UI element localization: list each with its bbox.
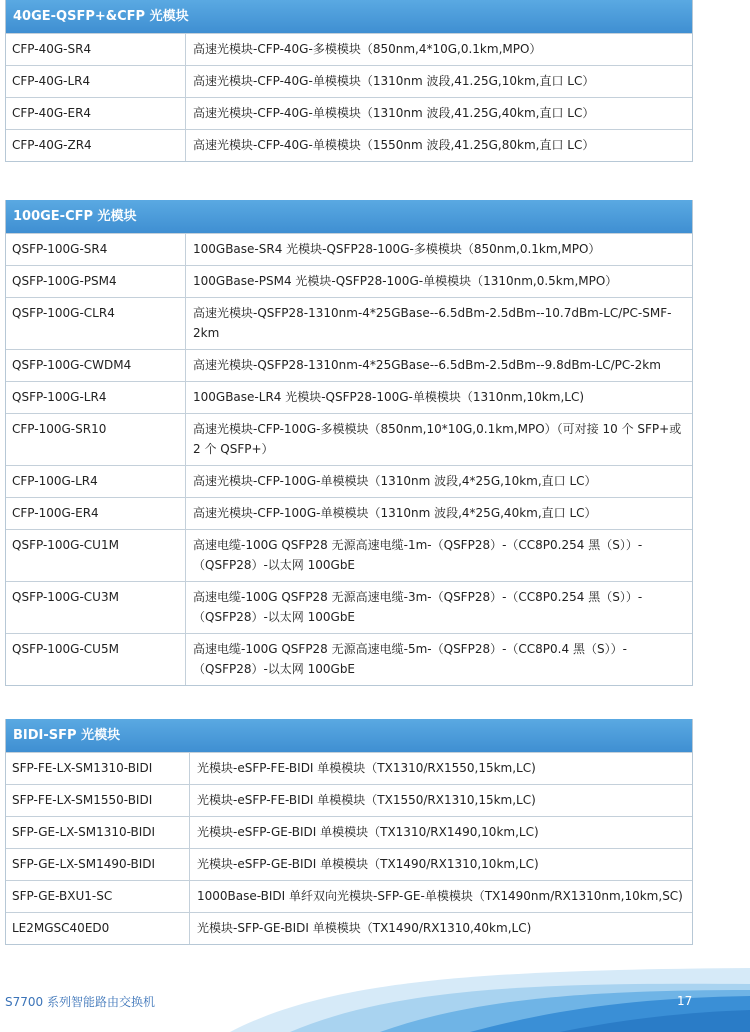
table-row [6,752,692,784]
module-code: SFP-GE-LX-SM1310-BIDI [6,817,190,848]
table-row [6,33,692,65]
module-desc: 光模块-eSFP-GE-BIDI 单模模块（TX1310/RX1490,10km,LC) [197,825,539,839]
table-row [6,465,692,497]
module-desc: 光模块-SFP-GE-BIDI 单模模块（TX1490/RX1310,40km,LC) [197,921,532,935]
module-desc: 光模块-eSFP-GE-BIDI 单模模块（TX1490/RX1310,10km,LC) [197,857,539,871]
module-desc: 高速光模块-QSFP28-1310nm-4*25GBase--6.5dBm-2.5dBm--9.8dBm-LC/PC-2km [193,358,661,372]
table-row [6,349,692,381]
table-row [6,381,692,413]
table-row [6,816,692,848]
section-title: 40GE-QSFP+&CFP 光模块 [6,0,692,33]
table-row [6,784,692,816]
module-code: CFP-40G-SR4 [6,34,186,65]
module-code: QSFP-100G-PSM4 [6,266,186,297]
module-code: QSFP-100G-CU1M [6,530,186,581]
section-bidi [5,719,693,945]
table-row [6,581,692,633]
module-code: CFP-100G-ER4 [6,498,186,529]
table-row [6,129,692,161]
module-desc: 高速光模块-CFP-100G-单模模块（1310nm 波段,4*25G,40km,直口 LC） [193,506,597,520]
table-row [6,297,692,349]
module-desc: 高速光模块-CFP-40G-单模模块（1310nm 波段,41.25G,40km,直口 LC） [193,106,595,120]
table-row [6,97,692,129]
module-desc: 高速光模块-CFP-100G-多模模块（850nm,10*10G,0.1km,MPO）（可对接 10 个 SFP+或 2 个 QSFP+） [193,422,682,456]
module-code: SFP-FE-LX-SM1310-BIDI [6,753,190,784]
module-desc: 高速电缆-100G QSFP28 无源高速电缆-3m-（QSFP28）-（CC8P0.254 黑（S））-（QSFP28）-以太网 100GbE [193,590,643,624]
module-desc: 高速光模块-CFP-100G-单模模块（1310nm 波段,4*25G,10km,直口 LC） [193,474,597,488]
page-footer [0,960,750,1032]
table-row [6,529,692,581]
module-desc: 高速电缆-100G QSFP28 无源高速电缆-5m-（QSFP28）-（CC8P0.4 黑（S））-（QSFP28）-以太网 100GbE [193,642,627,676]
module-desc: 高速光模块-CFP-40G-多模模块（850nm,4*10G,0.1km,MPO） [193,42,542,56]
module-code: QSFP-100G-CWDM4 [6,350,186,381]
table-row [6,912,692,944]
module-code: CFP-40G-ZR4 [6,130,186,161]
module-desc: 100GBase-LR4 光模块-QSFP28-100G-单模模块（1310nm,10km,LC) [193,390,585,404]
module-code: SFP-GE-LX-SM1490-BIDI [6,849,190,880]
section-100ge [5,200,693,686]
module-desc: 高速光模块-CFP-40G-单模模块（1310nm 波段,41.25G,10km,直口 LC） [193,74,595,88]
module-code: QSFP-100G-CU5M [6,634,186,685]
module-desc: 光模块-eSFP-FE-BIDI 单模模块（TX1310/RX1550,15km,LC) [197,761,536,775]
module-code: QSFP-100G-SR4 [6,234,186,265]
document-title: S7700 系列智能路由交换机 [5,995,155,1009]
module-code: CFP-40G-ER4 [6,98,186,129]
page-number: 17 [677,994,693,1008]
module-code: CFP-100G-SR10 [6,414,186,465]
module-code: QSFP-100G-CLR4 [6,298,186,349]
module-code: LE2MGSC40ED0 [6,913,190,944]
module-desc: 高速光模块-QSFP28-1310nm-4*25GBase--6.5dBm-2.5dBm--10.7dBm-LC/PC-SMF-2km [193,306,672,340]
section-40ge [5,0,693,162]
table-row [6,633,692,685]
table-row [6,65,692,97]
module-code: CFP-100G-LR4 [6,466,186,497]
module-desc: 100GBase-SR4 光模块-QSFP28-100G-多模模块（850nm,0.1km,MPO） [193,242,601,256]
table-row [6,497,692,529]
module-desc: 光模块-eSFP-FE-BIDI 单模模块（TX1550/RX1310,15km,LC) [197,793,536,807]
table-row [6,880,692,912]
module-desc: 高速电缆-100G QSFP28 无源高速电缆-1m-（QSFP28）-（CC8P0.254 黑（S））-（QSFP28）-以太网 100GbE [193,538,643,572]
module-code: CFP-40G-LR4 [6,66,186,97]
module-desc: 1000Base-BIDI 单纤双向光模块-SFP-GE-单模模块（TX1490nm/RX1310nm,10km,SC) [197,889,683,903]
module-code: SFP-GE-BXU1-SC [6,881,190,912]
table-row [6,848,692,880]
section-title: 100GE-CFP 光模块 [6,200,692,233]
table-row [6,413,692,465]
table-row [6,233,692,265]
module-desc: 高速光模块-CFP-40G-单模模块（1550nm 波段,41.25G,80km,直口 LC） [193,138,595,152]
module-code: QSFP-100G-CU3M [6,582,186,633]
module-code: SFP-FE-LX-SM1550-BIDI [6,785,190,816]
module-desc: 100GBase-PSM4 光模块-QSFP28-100G-单模模块（1310nm,0.5km,MPO） [193,274,618,288]
section-title: BIDI-SFP 光模块 [6,719,692,752]
table-row [6,265,692,297]
module-code: QSFP-100G-LR4 [6,382,186,413]
